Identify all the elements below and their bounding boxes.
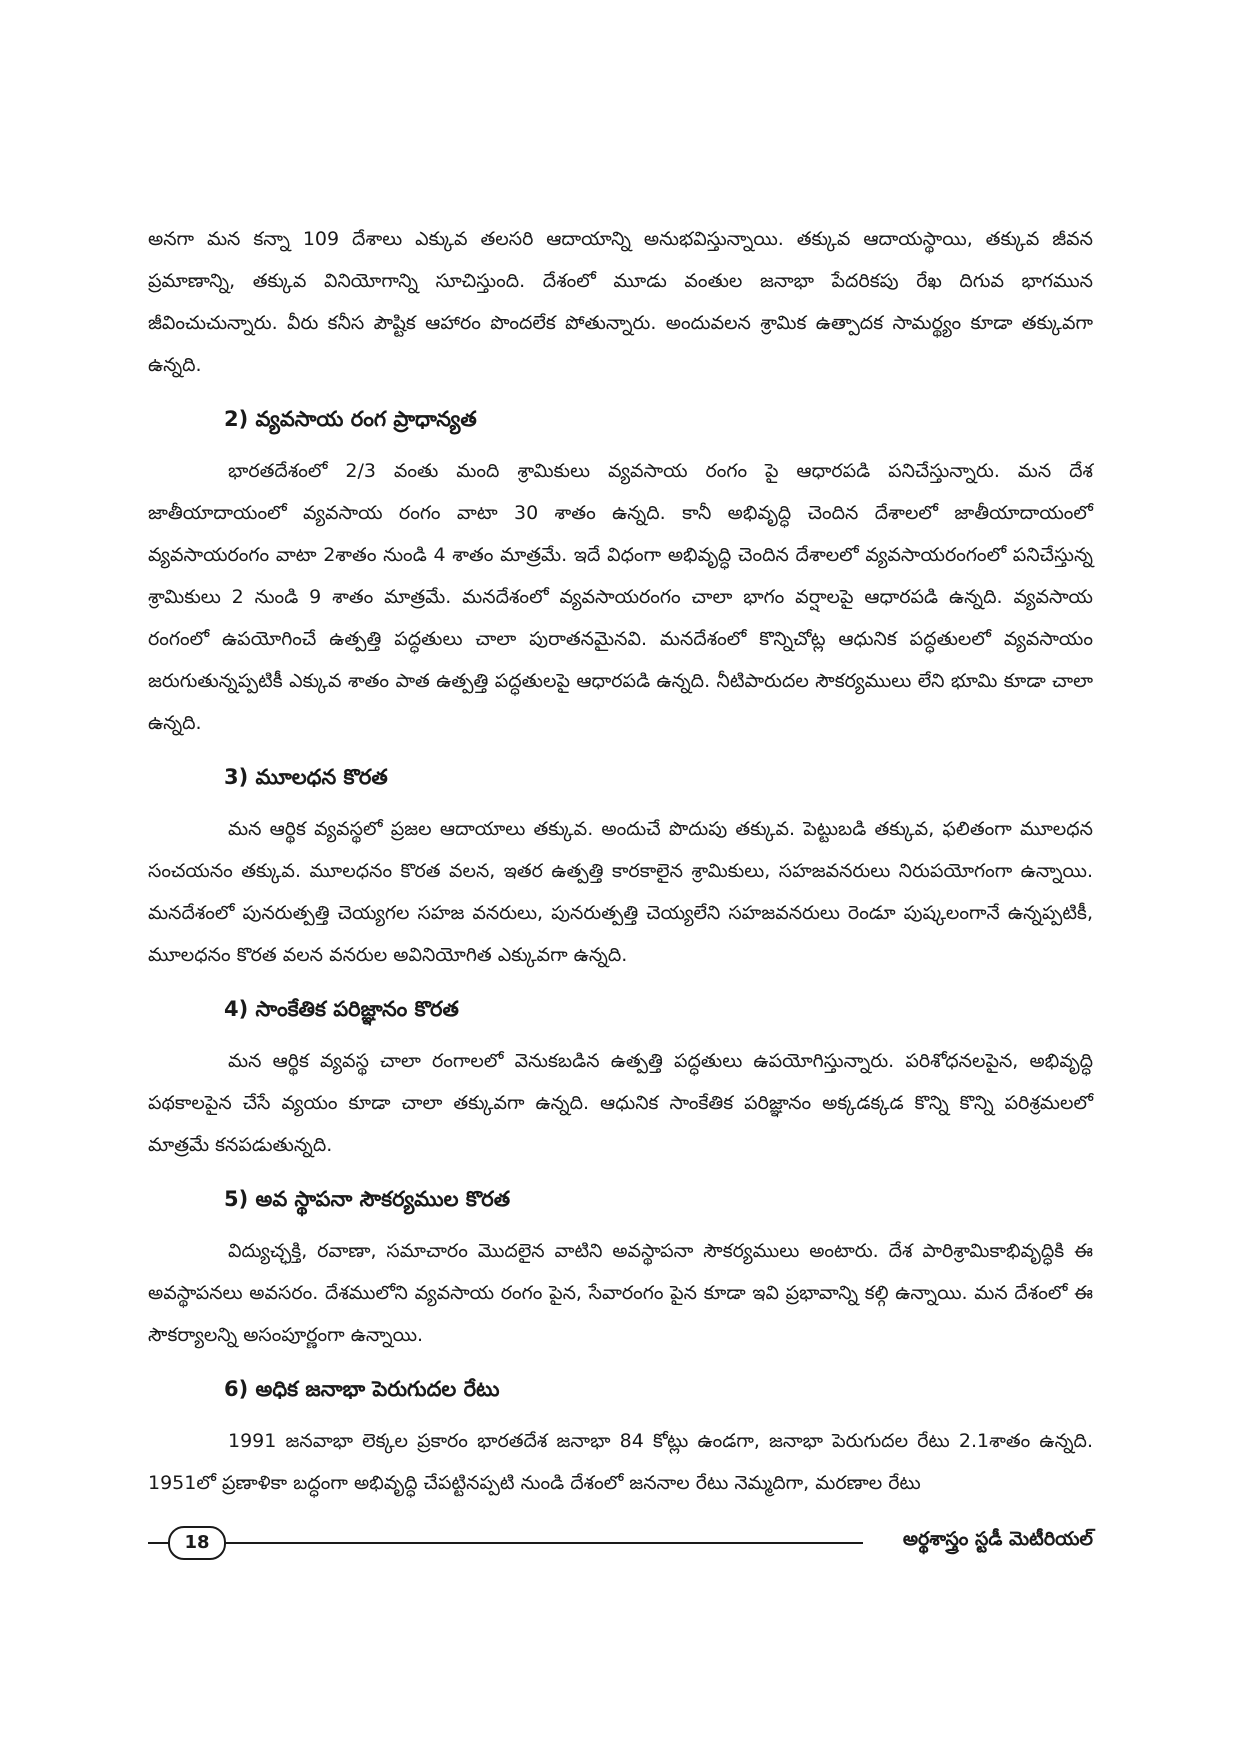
page-content <box>148 218 1093 1504</box>
page-footer <box>148 1526 1093 1560</box>
paragraph-agriculture: భారతదేశంలో 2/3 వంతు మంది శ్రామికులు వ్యవసాయ రంగం పై ఆధారపడి పనిచేస్తున్నారు. మన దేశ జాతీయాదాయంలో వ్యవసాయ రంగం వాటా 30 శాతం ఉన్నది. కానీ అభివృద్ధి చెందిన దేశాలలో జాతీయాదాయంలో వ్యవసాయరంగం వాటా 2శాతం నుండి 4 శాతం మాత్రమే. ఇదే విధంగా అభివృద్ధి చెందిన దేశాలలో వ్యవసాయరంగంలో పనిచేస్తున్న శ్రామికులు 2 నుండి 9 శాతం మాత్రమే. మనదేశంలో వ్యవసాయరంగం చాలా భాగం వర్షాలపై ఆధారపడి ఉన్నది. వ్యవసాయ రంగంలో ఉపయోగించే ఉత్పత్తి పద్ధతులు చాలా పురాతనమైనవి. మనదేశంలో కొన్నిచోట్ల ఆధునిక పద్ధతులలో వ్యవసాయం జరుగుతున్నప్పటికీ ఎక్కువ శాతం పాత ఉత్పత్తి పద్ధతులపై ఆధారపడి ఉన్నది. నీటిపారుదల సౌకర్యములు లేని భూమి కూడా చాలా ఉన్నది. <box>148 460 1093 734</box>
paragraph-technology: మన ఆర్థిక వ్యవస్థ చాలా రంగాలలో వెనుకబడిన ఉత్పత్తి పద్ధతులు ఉపయోగిస్తున్నారు. పరిశోధనలపైన, అభివృద్ధి పథకాలపైన చేసే వ్యయం కూడా చాలా తక్కువగా ఉన్నది. ఆధునిక సాంకేతిక పరిజ్ఞానం అక్కడక్కడ కొన్ని కొన్ని పరిశ్రమలలో మాత్రమే కనపడుతున్నది. <box>148 1050 1093 1156</box>
page-number: 18 <box>168 1526 226 1560</box>
heading-capital-shortage: 3) మూలధన కొరత <box>224 765 388 789</box>
paragraph-infrastructure: విద్యుచ్ఛక్తి, రవాణా, సమాచారం మొదలైన వాటిని అవస్థాపనా సౌకర్యములు అంటారు. దేశ పారిశ్రామికాభివృద్ధికి ఈ అవస్థాపనలు అవసరం. దేశములోని వ్యవసాయ రంగం పైన, సేవారంగం పైన కూడా ఇవి ప్రభావాన్ని కల్గి ఉన్నాయి. మన దేశంలో ఈ సౌకర్యాలన్ని అసంపూర్ణంగా ఉన్నాయి. <box>148 1240 1093 1346</box>
heading-agriculture-priority: 2) వ్యవసాయ రంగ ప్రాధాన్యత <box>224 407 477 431</box>
heading-technology-shortage: 4) సాంకేతిక పరిజ్ఞానం కొరత <box>224 997 459 1021</box>
footer-book-title: అర్థశాస్త్రం స్టడీ మెటీరియల్ <box>902 1528 1093 1550</box>
paragraph-population: 1991 జనవాభా లెక్కల ప్రకారం భారతదేశ జనాభా 84 కోట్లు ఉండగా, జనాభా పెరుగుదల రేటు 2.1శాతం ఉన్నది. 1951లో ప్రణాళికా బద్ధంగా అభివృద్ధి చేపట్టినప్పటి నుండి దేశంలో జననాల రేటు నెమ్మదిగా, మరణాల రేటు <box>148 1430 1093 1494</box>
heading-population-growth: 6) అధిక జనాభా పెరుగుదల రేటు <box>224 1377 500 1401</box>
footer-rule <box>148 1542 863 1544</box>
paragraph-income-intro: అనగా మన కన్నా 109 దేశాలు ఎక్కువ తలసరి ఆదాయాన్ని అనుభవిస్తున్నాయి. తక్కువ ఆదాయస్థాయి, తక్కువ జీవన ప్రమాణాన్ని, తక్కువ వినియోగాన్ని సూచిస్తుంది. దేశంలో మూడు వంతుల జనాభా పేదరికపు రేఖ దిగువ భాగమున జీవించుచున్నారు. వీరు కనీస పౌష్టిక ఆహారం పొందలేక పోతున్నారు. అందువలన శ్రామిక ఉత్పాదక సామర్థ్యం కూడా తక్కువగా ఉన్నది. <box>148 228 1093 376</box>
paragraph-capital: మన ఆర్థిక వ్యవస్థలో ప్రజల ఆదాయాలు తక్కువ. అందుచే పొదుపు తక్కువ. పెట్టుబడి తక్కువ, ఫలితంగా మూలధన సంచయనం తక్కువ. మూలధనం కొరత వలన, ఇతర ఉత్పత్తి కారకాలైన శ్రామికులు, సహజవనరులు నిరుపయోగంగా ఉన్నాయి. మనదేశంలో పునరుత్పత్తి చెయ్యగల సహజ వనరులు, పునరుత్పత్తి చెయ్యలేని సహజవనరులు రెండూ పుష్కలంగానే ఉన్నప్పటికీ, మూలధనం కొరత వలన వనరుల అవినియోగిత ఎక్కువగా ఉన్నది. <box>148 818 1093 966</box>
heading-infrastructure-shortage: 5) అవ స్థాపనా సౌకర్యముల కొరత <box>224 1187 511 1211</box>
